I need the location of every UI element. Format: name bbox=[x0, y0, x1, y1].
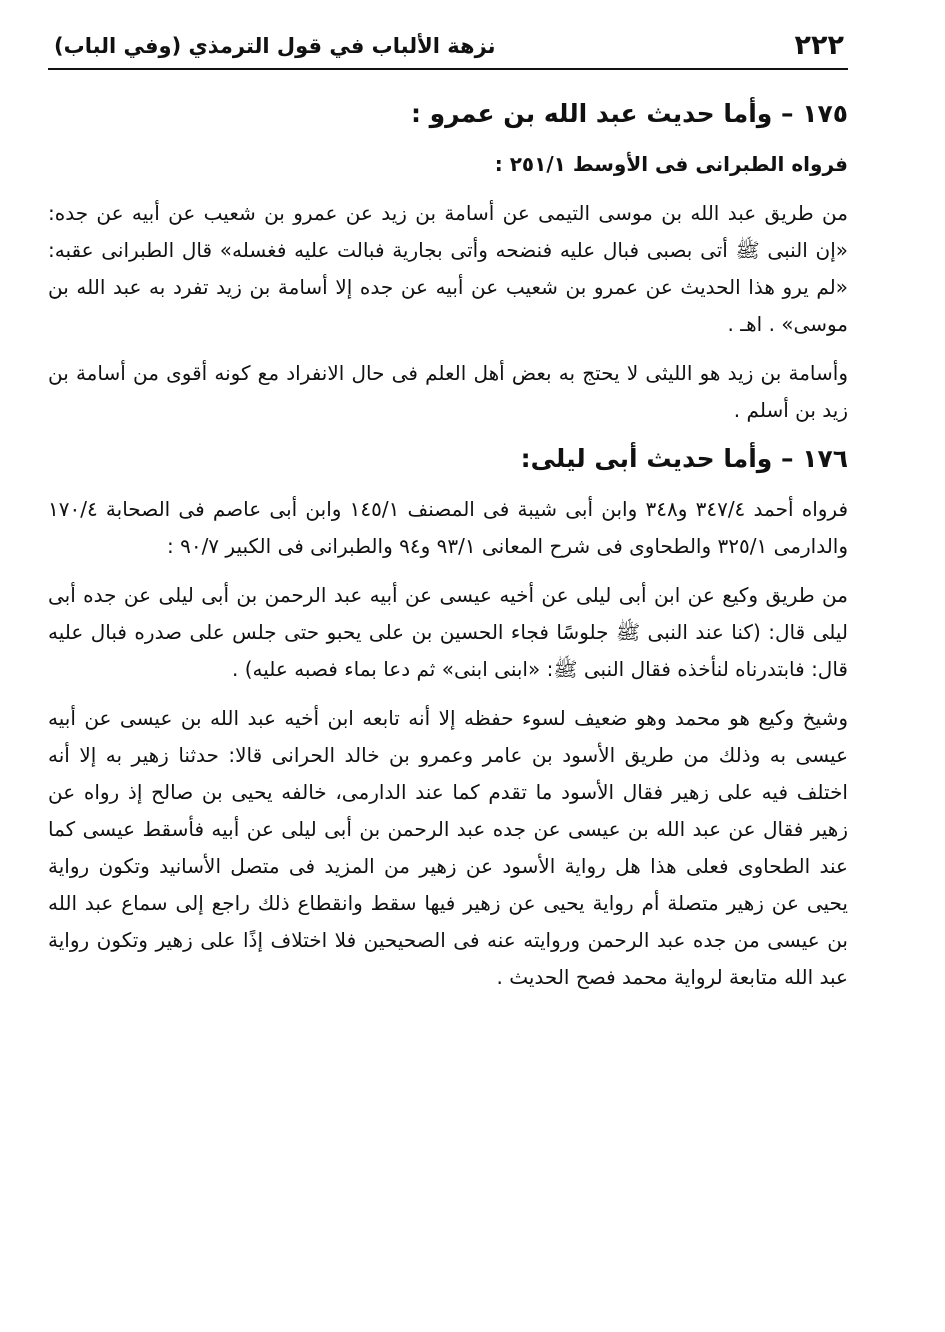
paragraph-source-175: فرواه الطبرانى فى الأوسط ٢٥١/١ : bbox=[494, 152, 848, 176]
page-header bbox=[48, 28, 848, 70]
paragraph-source-176: فرواه أحمد ٣٤٧/٤ و٣٤٨ وابن أبى شيبة فى المصنف ١٤٥/١ وابن أبى عاصم فى الصحابة ١٧٠/٤ والدارمى ٣٢٥/١ والطحاوى فى شرح المعانى ٩٣/١ و٩٤ والطبرانى فى الكبير ٩٠/٧ : bbox=[48, 497, 849, 558]
section-heading-176: ١٧٦ – وأما حديث أبى ليلى: bbox=[520, 444, 848, 473]
running-head: نزهة الألباب في قول الترمذي (وفي الباب) bbox=[48, 34, 496, 58]
page-number: ٢٢٢ bbox=[794, 30, 844, 61]
paragraph-note-175: وأسامة بن زيد هو الليثى لا يحتج به بعض أهل العلم فى حال الانفراد مع كونه أقوى من أسامة بن زيد بن أسلم . bbox=[48, 361, 848, 422]
book-page bbox=[48, 28, 848, 1318]
page-content bbox=[48, 96, 848, 996]
paragraph-note-176: وشيخ وكيع هو محمد وهو ضعيف لسوء حفظه إلا أنه تابعه ابن أخيه عبد الله بن عيسى عن أبيه عيسى به وذلك من طريق الأسود بن عامر وعمرو بن خالد الحرانى قالا: حدثنا زهير به إلا أنه اختلف فيه على زهير فقال الأسود ما تقدم كما عند الدارمى، خالفه يحيى بن صالح إذ رواه عن زهير فقال عن عبد الله بن عيسى عن جده عبد الرحمن بن أبى ليلى عن أبيه فأسقط عيسى كما عند الطحاوى فعلى هذا هل رواية الأسود عن زهير من المزيد فى متصل الأسانيد وتكون رواية يحيى عن زهير متصلة أم رواية يحيى عن زهير فيها سقط وانقطاع ذلك راجع إلى سماع عبد الله بن عيسى من جده عبد الرحمن وروايته عنه فى الصحيحين فلا اختلاف إذًا على زهير وتكون رواية عبد الله متابعة لرواية محمد فصح الحديث . bbox=[48, 706, 848, 989]
paragraph-chain-176: من طريق وكيع عن ابن أبى ليلى عن أخيه عيسى عن أبيه عبد الرحمن بن أبى ليلى عن جده أبى ليلى قال: (كنا عند النبى ﷺ جلوسًا فجاء الحسين بن على يحبو حتى جلس على صدره فبال عليه قال: فابتدرناه لنأخذه فقال النبى ﷺ: «ابنى ابنى» ثم دعا بماء فصبه عليه) . bbox=[48, 583, 848, 681]
paragraph-chain-175: من طريق عبد الله بن موسى التيمى عن أسامة بن زيد عن عمرو بن شعيب عن أبيه عن جده: «إن النبى ﷺ أتى بصبى فبال عليه فنضحه وأتى بجارية فبالت عليه فغسله» قال الطبرانى عقبه: «لم يرو هذا الحديث عن عمرو بن شعيب عن أبيه عن جده إلا أسامة بن زيد تفرد به عبد الله بن موسى» . اهـ . bbox=[48, 201, 848, 336]
section-heading-175: ١٧٥ – وأما حديث عبد الله بن عمرو : bbox=[410, 99, 848, 128]
